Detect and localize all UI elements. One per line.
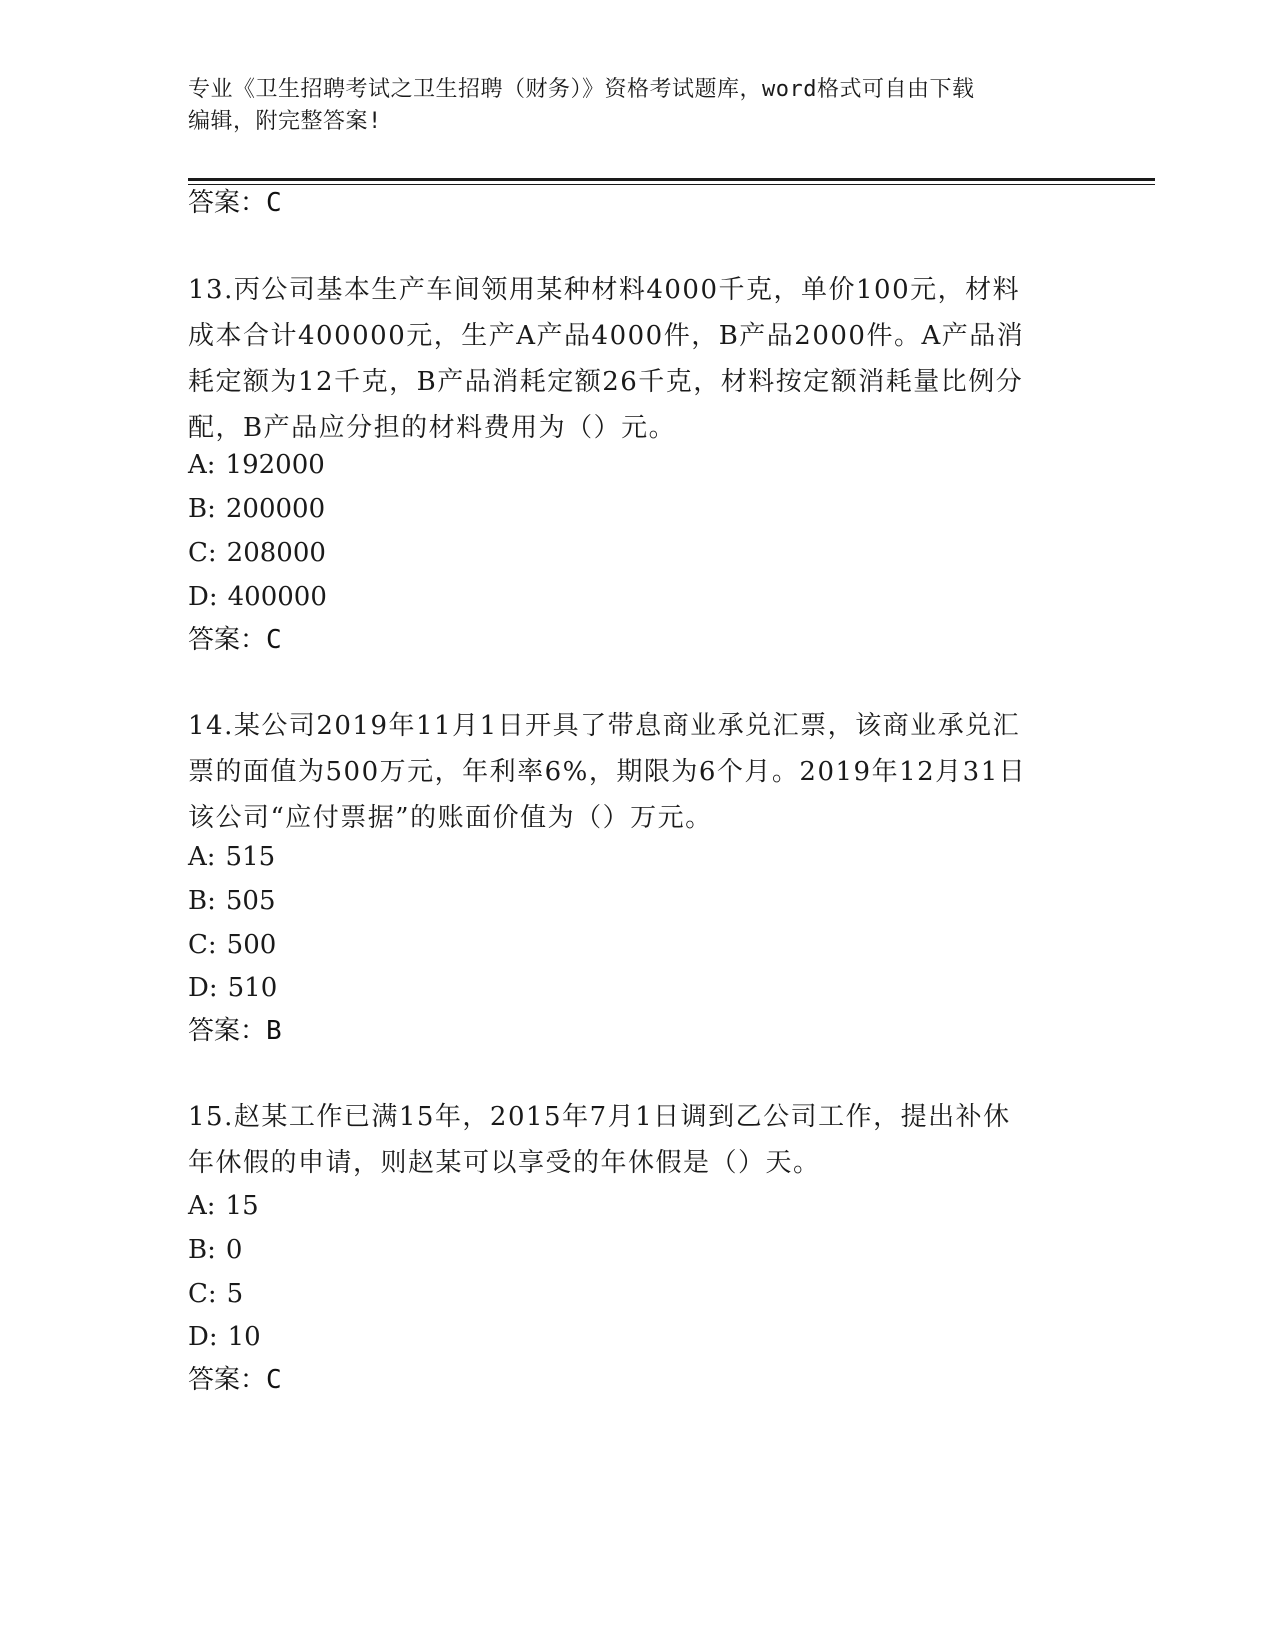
question-13-line-3: 耗定额为12千克，B产品消耗定额26千克，材料按定额消耗量比例分 (188, 367, 1024, 397)
question-14-line-2: 票的面值为500万元，年利率6%，期限为6个月。2019年12月31日 (188, 757, 1027, 787)
question-13-option-c (188, 537, 326, 569)
question-15-text (188, 1094, 1088, 1186)
option-value: 505 (225, 886, 276, 916)
question-14-option-c (188, 929, 276, 961)
question-15-option-c (188, 1278, 243, 1310)
option-letter: A: (188, 842, 216, 872)
question-15-option-b (188, 1234, 242, 1266)
option-letter: C: (188, 538, 217, 568)
question-13-option-a (188, 449, 325, 481)
option-letter: B: (188, 1235, 216, 1265)
question-14-line-3: 该公司“应付票据”的账面价值为（）万元。 (188, 803, 713, 833)
option-letter: A: (188, 1191, 216, 1221)
option-letter: A: (188, 450, 216, 480)
option-value: 10 (227, 1322, 261, 1352)
option-value: 15 (225, 1191, 259, 1221)
option-value: 208000 (226, 538, 326, 568)
answer-previous: 答案：C (188, 188, 282, 218)
question-15-line-1: 15.赵某工作已满15年，2015年7月1日调到乙公司工作，提出补休 (188, 1102, 1011, 1132)
header-rule-thin (188, 184, 1155, 185)
option-value: 200000 (225, 494, 326, 524)
question-14-option-b (188, 885, 276, 917)
option-value: 192000 (225, 450, 325, 480)
option-value: 0 (225, 1235, 243, 1265)
question-13-option-b (188, 493, 325, 525)
question-14-answer: 答案：B (188, 1016, 282, 1046)
option-letter: B: (188, 886, 216, 916)
question-15-option-a (188, 1190, 259, 1222)
option-letter: B: (188, 494, 216, 524)
question-13-line-4: 配，B产品应分担的材料费用为（）元。 (188, 413, 677, 443)
option-letter: D: (188, 582, 218, 612)
question-14-option-a (188, 841, 275, 873)
question-13-answer: 答案：C (188, 625, 282, 655)
option-value: 510 (227, 973, 278, 1003)
option-letter: D: (188, 1322, 218, 1352)
question-14-text (188, 703, 1088, 841)
question-15-option-d (188, 1321, 261, 1353)
question-15-line-2: 年休假的申请，则赵某可以享受的年休假是（）天。 (188, 1148, 821, 1178)
question-13-text (188, 267, 1088, 451)
option-value: 515 (225, 842, 276, 872)
header-line-2: 编辑，附完整答案! (188, 109, 382, 134)
option-letter: C: (188, 930, 217, 960)
question-13-line-1: 13.丙公司基本生产车间领用某种材料4000千克，单价100元，材料 (188, 275, 1021, 305)
option-value: 5 (226, 1279, 244, 1309)
header-rule-thick (188, 178, 1155, 181)
header-line-1: 专业《卫生招聘考试之卫生招聘（财务）》资格考试题库，word格式可自由下载 (188, 77, 975, 102)
question-15-answer: 答案：C (188, 1365, 282, 1395)
question-13-option-d (188, 581, 327, 613)
question-14-option-d (188, 972, 277, 1004)
option-value: 500 (226, 930, 277, 960)
question-14-line-1: 14.某公司2019年11月1日开具了带息商业承兑汇票，该商业承兑汇 (188, 711, 1021, 741)
option-letter: C: (188, 1279, 217, 1309)
document-header (188, 74, 1088, 138)
option-letter: D: (188, 973, 218, 1003)
question-13-line-2: 成本合计400000元，生产A产品4000件，B产品2000件。A产品消 (188, 321, 1025, 351)
option-value: 400000 (227, 582, 327, 612)
